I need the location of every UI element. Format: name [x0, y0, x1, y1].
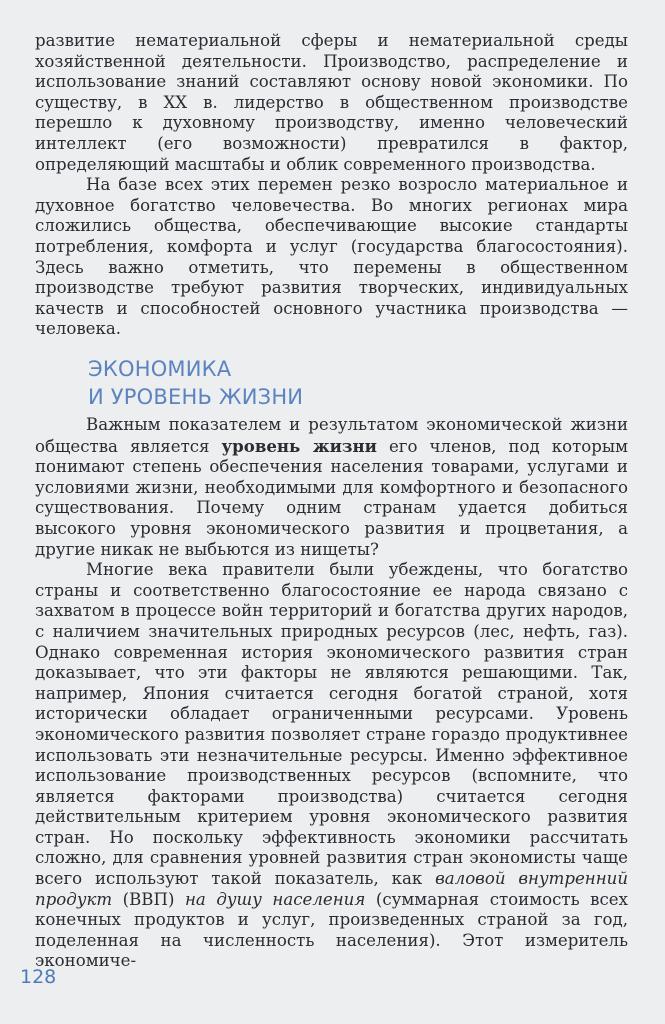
page-number: 128	[20, 966, 57, 988]
paragraph-rulers-start: Многие века правители были убеждены, что богатство страны и соответственно благосостояние ее народа связано с захватом в процессе войн территорий и богатства других народов, с наличием значительных природных ресурсов (лес, нефть, газ). Однако современная история экономического развития стран доказывает, что эти факторы не являются решающими. Так, например, Япония считается сегодня богатой страной, хотя исторически обладает ограниченными ресурсами. Уровень экономического развития позволяет стране гораздо продуктивнее использовать эти незначительные ресурсы. Именно эффективное использование производственных ресурсов (вспомните, что является факторами производства) считается сегодня действительным критерием уровня экономического развития стран. Но поскольку эффективность экономики рассчитать сложно, для сравнения уровней развития стран экономисты чаще всего используют такой показатель, как	[35, 560, 628, 889]
paragraph-wealth: На базе всех этих перемен резко возросло материальное и духовное богатство человечества. Во многих регионах мира сложились общества, обеспечивающие высокие стандарты потребления, комфорта и услуг (государства благосостояния). Здесь важно отметить, что перемены в общественном производстве требуют развития творческих, индивидуальных качеств и способностей основного участника производства — человека.	[35, 175, 628, 339]
paragraph-living-standard-start: Важным показателем и результатом экономической жизни общества является	[35, 415, 628, 456]
paragraph-rulers-end: (суммарная стоимость всех конечных продуктов и услуг, произведенных страной за год, поделенная на численность населения). Этот измеритель экономиче-	[35, 889, 628, 971]
term-living-standard: уровень жизни	[221, 435, 377, 456]
section-heading-line-1: ЭКОНОМИКА	[88, 357, 232, 381]
paragraph-continuation: развитие нематериальной сферы и нематериальной среды хозяйственной деятельности. Производство, распределение и использование знаний составляют основу новой экономики. По существу, в XX в. лидерство в общественном производстве перешло к духовному производству, именно человеческий интеллект (его возможности) превратился в фактор, определяющий масштабы и облик современного производства.	[35, 31, 628, 174]
text-block-top	[35, 31, 628, 340]
section-heading	[88, 356, 303, 411]
paragraph-rulers	[35, 560, 628, 972]
text-block-bottom	[35, 415, 628, 972]
term-gdp-abbr: (ВВП)	[112, 889, 185, 909]
paragraph-living-standard	[35, 415, 628, 560]
paragraph-living-standard-end: его членов, под которым понимают степень обеспечения населения товарами, услугами и условиями жизни, необходимыми для комфортного и безопасного существования. Почему одним странам удается добиться высокого уровня экономического развития и процветания, а другие никак не выбьются из нищеты?	[35, 436, 628, 559]
term-gdp: валовой внутренний продукт	[35, 869, 629, 909]
term-per-capita: на душу населения	[185, 889, 366, 909]
section-heading-line-2: И УРОВЕНЬ ЖИЗНИ	[88, 384, 304, 409]
